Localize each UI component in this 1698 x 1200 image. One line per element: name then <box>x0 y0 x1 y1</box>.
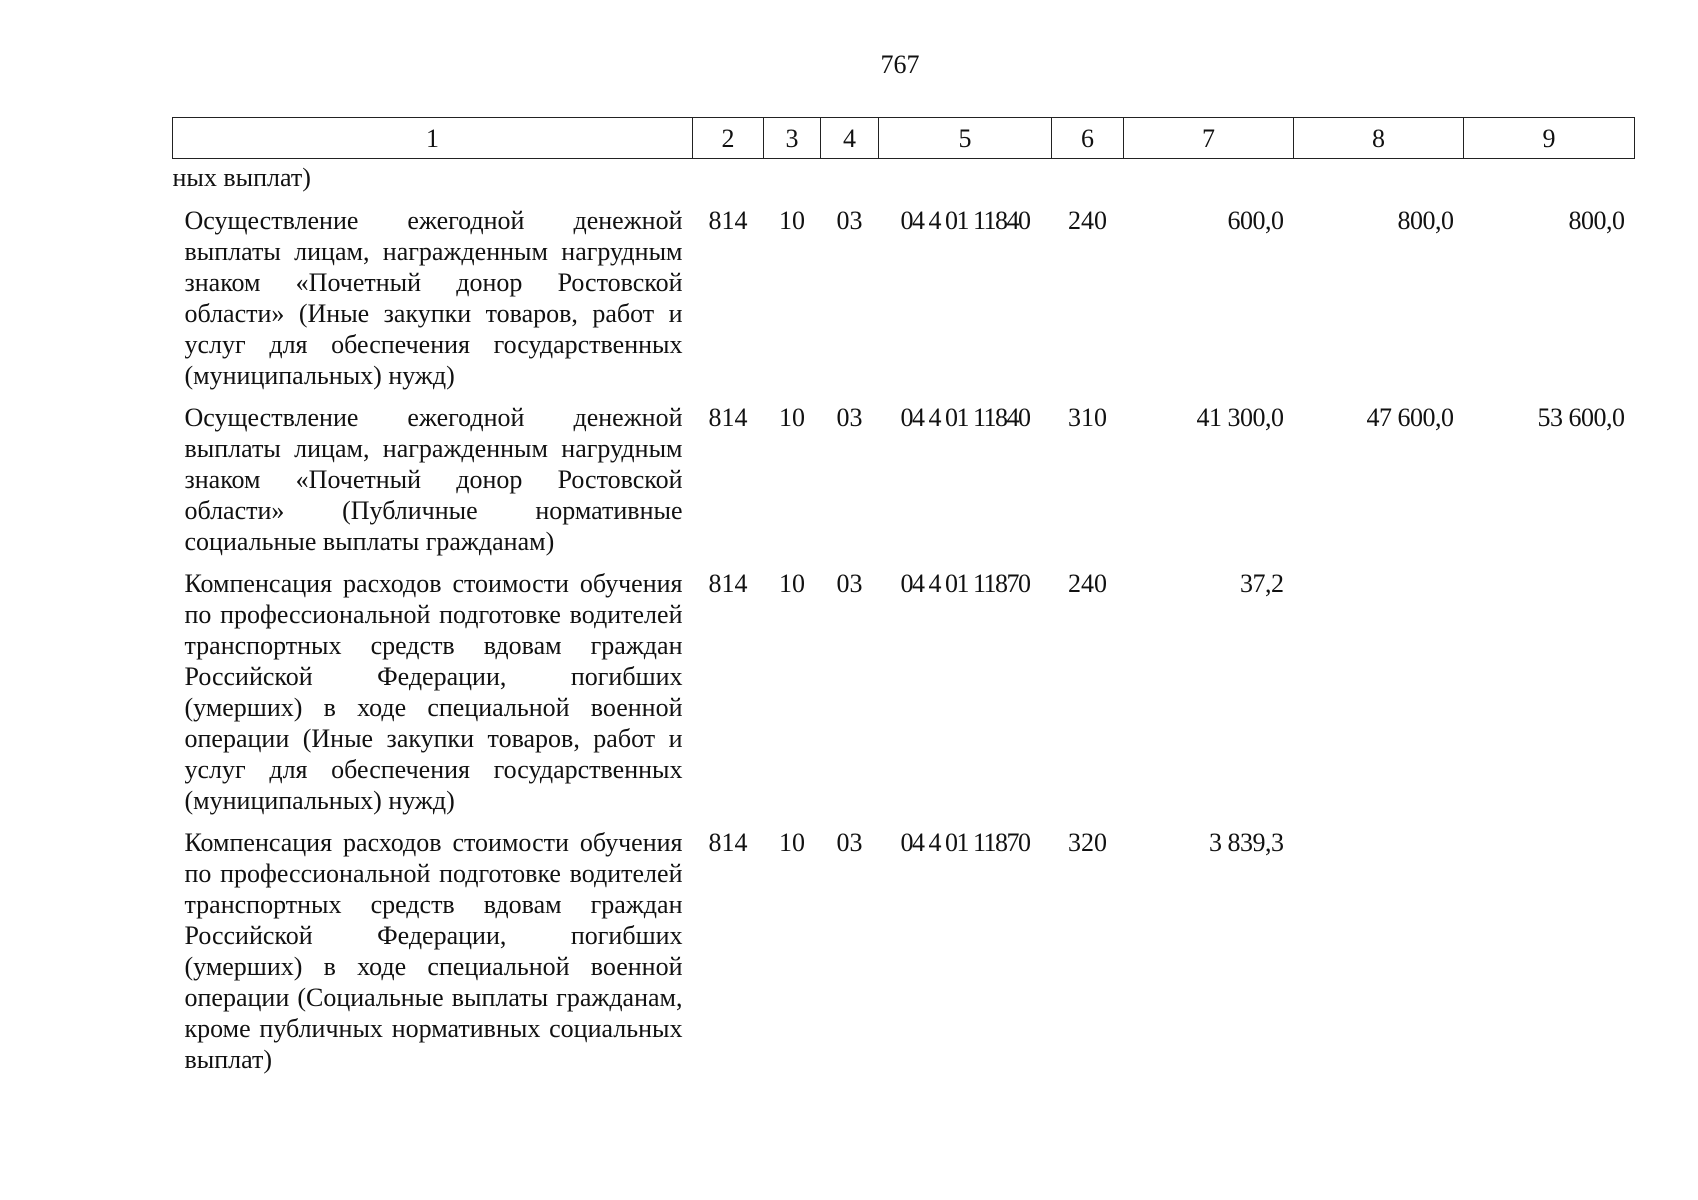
section-code: 10 <box>779 403 805 432</box>
section-code: 10 <box>779 206 805 235</box>
page-number: 767 <box>880 50 920 79</box>
row-description: Компенсация расходов стоимости обучения по профессиональной подготовке водителей транспортных средств вдовам граждан Российской Федерации, погибших (умерших) в ходе специальной военной операции (Иные закупки товаров, работ и услуг для обеспечения государственных (муниципальных) нужд) <box>184 569 683 815</box>
section-code: 10 <box>779 828 805 857</box>
column-header-9: 9 <box>1464 118 1635 159</box>
amount-col-7: 600,0 <box>1227 206 1284 235</box>
column-header-4: 4 <box>821 118 879 159</box>
column-header-7: 7 <box>1124 118 1294 159</box>
subsection-code: 03 <box>836 206 863 235</box>
budget-table <box>172 117 1635 1086</box>
expense-type-code: 310 <box>1068 403 1107 432</box>
continuation-text: ных выплат) <box>172 163 311 192</box>
expense-type-code: 320 <box>1068 828 1107 857</box>
subsection-code: 03 <box>836 828 863 857</box>
ministry-code: 814 <box>708 569 748 598</box>
amount-col-7: 41 300,0 <box>1196 403 1284 432</box>
amount-col-8 <box>1294 827 1464 1086</box>
target-article-code: 04 4 01 11840 <box>900 206 1030 235</box>
column-header-5: 5 <box>879 118 1052 159</box>
amount-col-8: 47 600,0 <box>1366 403 1454 432</box>
table-row <box>173 827 1635 1086</box>
amount-col-7: 3 839,3 <box>1209 828 1284 857</box>
column-header-2: 2 <box>693 118 764 159</box>
ministry-code: 814 <box>708 828 748 857</box>
column-number-header-row <box>173 118 1635 159</box>
column-header-6: 6 <box>1052 118 1124 159</box>
ministry-code: 814 <box>708 206 748 235</box>
table-row <box>173 568 1635 827</box>
row-description: Компенсация расходов стоимости обучения по профессиональной подготовке водителей транспортных средств вдовам граждан Российской Федерации, погибших (умерших) в ходе специальной военной операции (Социальные выплаты гражданам, кроме публичных нормативных социальных выплат) <box>184 828 683 1074</box>
target-article-code: 04 4 01 11870 <box>900 569 1030 598</box>
row-description: Осуществление ежегодной денежной выплаты лицам, награжденным нагрудным знаком «Почетный донор Ростовской области» (Публичные нормативные социальные выплаты гражданам) <box>184 403 683 556</box>
continuation-row <box>173 159 1635 206</box>
amount-col-9 <box>1464 827 1635 1086</box>
amount-col-7: 37,2 <box>1240 569 1284 598</box>
table-row <box>173 402 1635 568</box>
expense-type-code: 240 <box>1068 569 1107 598</box>
amount-col-8 <box>1294 568 1464 827</box>
target-article-code: 04 4 01 11840 <box>900 403 1030 432</box>
amount-col-9: 800,0 <box>1568 206 1625 235</box>
target-article-code: 04 4 01 11870 <box>900 828 1030 857</box>
budget-table-container <box>172 117 1634 1086</box>
row-description: Осуществление ежегодной денежной выплаты лицам, награжденным нагрудным знаком «Почетный донор Ростовской области» (Иные закупки товаров, работ и услуг для обеспечения государственных (муниципальных) нужд) <box>184 206 683 390</box>
amount-col-9: 53 600,0 <box>1537 403 1625 432</box>
column-header-1: 1 <box>173 118 693 159</box>
expense-type-code: 240 <box>1068 206 1107 235</box>
subsection-code: 03 <box>836 569 863 598</box>
ministry-code: 814 <box>708 403 748 432</box>
table-row <box>173 205 1635 402</box>
section-code: 10 <box>779 569 805 598</box>
amount-col-8: 800,0 <box>1397 206 1454 235</box>
column-header-8: 8 <box>1294 118 1464 159</box>
subsection-code: 03 <box>836 403 863 432</box>
amount-col-9 <box>1464 568 1635 827</box>
column-header-3: 3 <box>764 118 821 159</box>
